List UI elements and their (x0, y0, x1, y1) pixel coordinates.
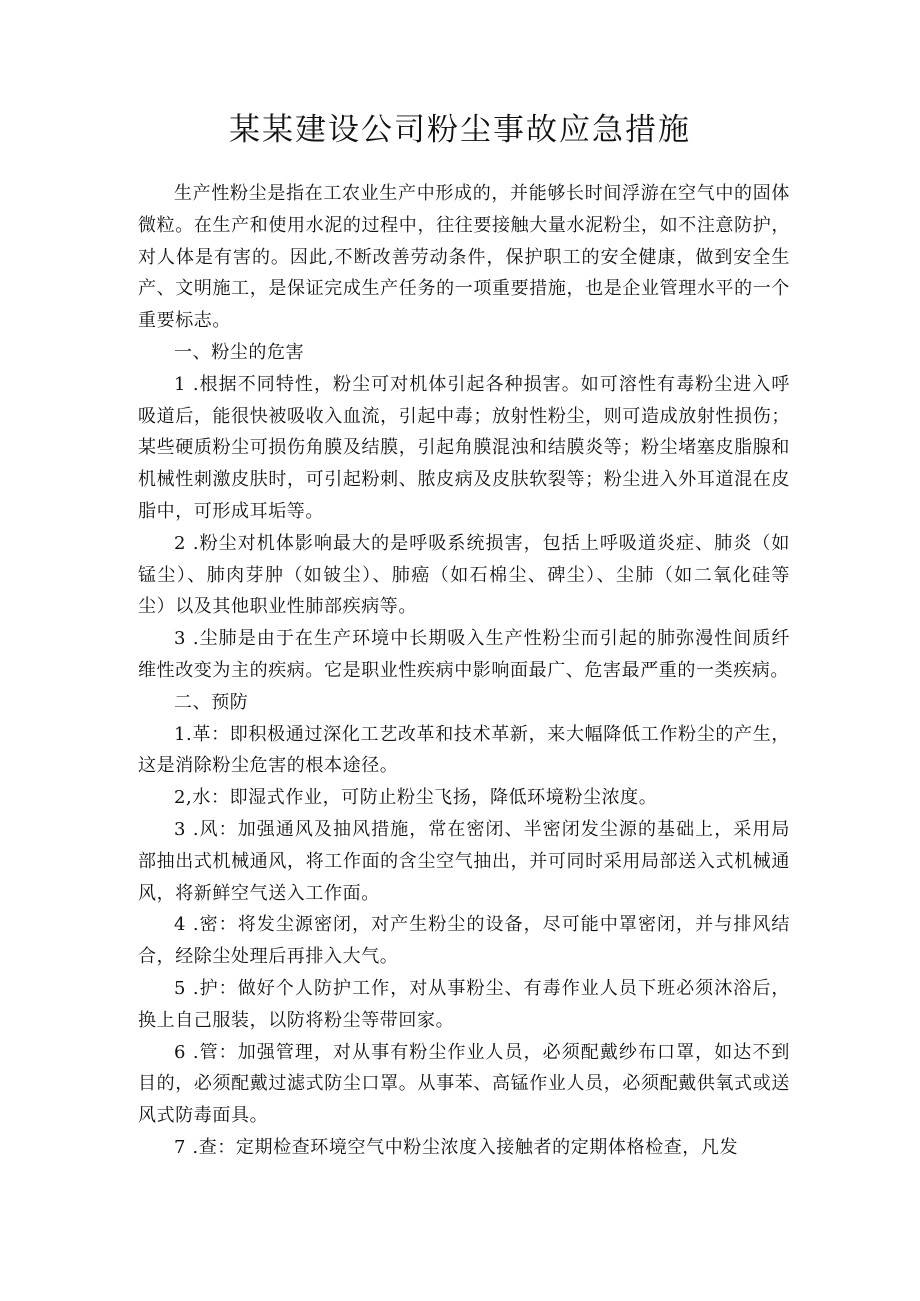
section-heading-prevention: 二、预防 (174, 691, 249, 713)
hazard-item-1: 1 .根据不同特性，粉尘可对机体引起各种损害。如可溶性有毒粉尘进入呼吸道后，能很快被吸收入血流，引起中毒；放射性粉尘，则可造成放射性损伤；某些硬质粉尘可损伤角膜及结膜，引起角膜混浊和结膜炎等；粉尘堵塞皮脂腺和机械性刺激皮肤时，可引起粉刺、脓皮病及皮肤软裂等；粉尘进入外耳道混在皮脂中，可形成耳垢等。 (138, 373, 790, 522)
hazard-item-2: 2 .粉尘对机体影响最大的是呼吸系统损害，包括上呼吸道炎症、肺炎（如锰尘）、肺肉芽肿（如铍尘）、肺癌（如石棉尘、碑尘）、尘肺（如二氧化硅等尘）以及其他职业性肺部疾病等。 (138, 532, 790, 618)
document-body (138, 178, 790, 1164)
prevention-item-5: 5 .护：做好个人防护工作，对从事粉尘、有毒作业人员下班必须沐浴后，换上自己服装，以防将粉尘等带回家。 (138, 977, 790, 1031)
prevention-item-3: 3 .风：加强通风及抽风措施，常在密闭、半密闭发尘源的基础上，采用局部抽出式机械通风，将工作面的含尘空气抽出，并可同时采用局部送入式机械通风，将新鲜空气送入工作面。 (138, 818, 790, 904)
section-heading-hazards: 一、粉尘的危害 (174, 341, 305, 363)
intro-paragraph: 生产性粉尘是指在工农业生产中形成的，并能够长时间浮游在空气中的固体微粒。在生产和使用水泥的过程中，往往要接触大量水泥粉尘，如不注意防护，对人体是有害的。因此,不断改善劳动条件，保护职工的安全健康，做到安全生产、文明施工，是保证完成生产任务的一项重要措施，也是企业管理水平的一个重要标志。 (138, 183, 790, 332)
prevention-item-2: 2,水：即湿式作业，可防止粉尘飞扬，降低环境粉尘浓度。 (174, 787, 658, 809)
document-title: 某某建设公司粉尘事故应急措施 (229, 112, 691, 148)
prevention-item-1: 1.革：即积极通过深化工艺改革和技术革新，来大幅降低工作粉尘的产生，这是消除粉尘危害的根本途径。 (138, 723, 790, 777)
prevention-item-4: 4 .密：将发尘源密闭，对产生粉尘的设备，尽可能中罩密闭，并与排风结合，经除尘处理后再排入大气。 (138, 914, 790, 968)
hazard-item-3: 3 .尘肺是由于在生产环境中长期吸入生产性粉尘而引起的肺弥漫性间质纤维性改变为主的疾病。它是职业性疾病中影响面最广、危害最严重的一类疾病。 (138, 628, 790, 681)
prevention-item-6: 6 .管：加强管理，对从事有粉尘作业人员，必须配戴纱布口罩，如达不到目的，必须配戴过滤式防尘口罩。从事苯、高锰作业人员，必须配戴供氧式或送风式防毒面具。 (138, 1041, 790, 1127)
prevention-item-7: 7 .查：定期检查环境空气中粉尘浓度入接触者的定期体格检查，凡发 (174, 1136, 739, 1158)
